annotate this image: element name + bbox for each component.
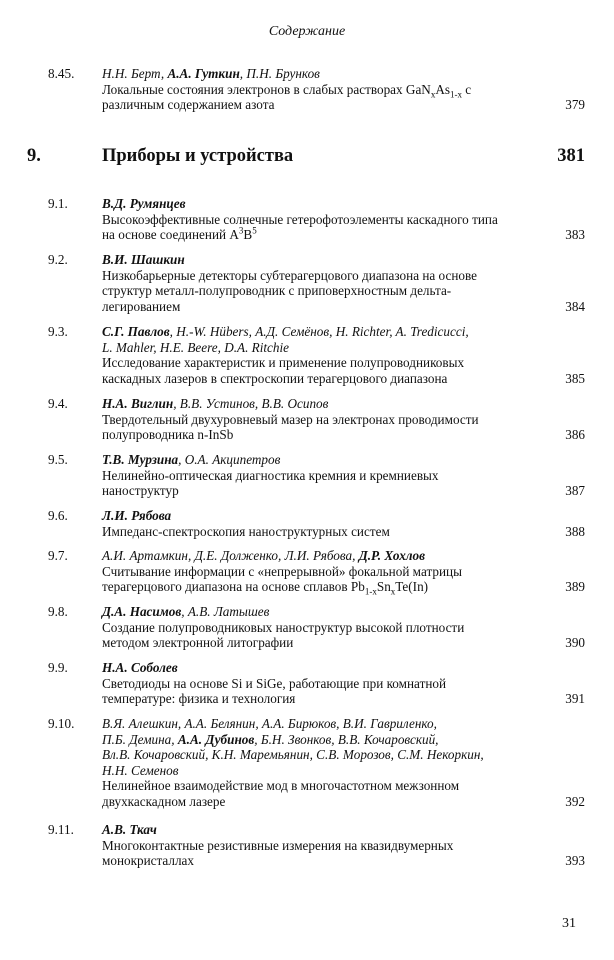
entry-authors: Л.И. Рябова xyxy=(102,508,172,523)
entry-page: 391 xyxy=(565,691,585,707)
entry-title-line: каскадных лазеров в спектроскопии терагерцового диапазона xyxy=(102,370,448,386)
entry-title-line: различным содержанием азота xyxy=(102,97,275,113)
entry-title-line: методом электронной литографии xyxy=(102,635,294,651)
entry-page: 388 xyxy=(565,523,585,539)
entry-title-line: Создание полупроводниковых наноструктур высокой плотности xyxy=(102,619,465,635)
entry-body xyxy=(102,604,540,651)
entry-title-line: наноструктур xyxy=(102,483,179,499)
entry-title-line: температуре: физика и технология xyxy=(102,691,296,707)
entry-number: 9.5. xyxy=(48,452,68,467)
entry-title-line: монокристаллах xyxy=(102,853,195,869)
entry-authors: А.И. Артамкин, Д.Е. Долженко, Л.И. Рябова, Д.Р. Хохлов xyxy=(102,548,426,563)
entry-authors: Н.А. Виглин, В.В. Устинов, В.В. Осипов xyxy=(102,396,329,411)
entry-title-line: легированием xyxy=(102,298,181,314)
entry-title-line: Нелинейное взаимодействие мод в многочастотном межзонном xyxy=(102,778,460,794)
entry-body xyxy=(102,660,540,707)
section-title: Приборы и устройства xyxy=(102,146,294,166)
entry-body xyxy=(102,396,540,443)
entry-number: 9.11. xyxy=(48,822,74,837)
entry-number: 9.4. xyxy=(48,396,68,411)
entry-title-line: полупроводника n-InSb xyxy=(102,427,234,443)
entry-number: 9.3. xyxy=(48,324,68,339)
entry-body xyxy=(102,822,540,869)
entry-title-line: двухкаскадном лазере xyxy=(102,793,226,809)
entry-authors: Н.Н. Берт, А.А. Гуткин, П.Н. Брунков xyxy=(102,66,320,81)
page-number: 31 xyxy=(562,916,576,931)
entry-body xyxy=(102,66,540,113)
entry-authors: С.Г. Павлов, H.-W. Hübers, А.Д. Семёнов, H. Richter, A. Tredicucci, L. Mahler, H.E. Beere, D.A. Ritchie xyxy=(102,324,469,355)
entry-page: 386 xyxy=(565,427,585,443)
entry-title-line: Высокоэффективные солнечные гетерофотоэлементы каскадного типа xyxy=(102,211,498,227)
entry-title-line: Низкобарьерные детекторы субтерагерцового диапазона на основе xyxy=(102,267,477,283)
entry-body xyxy=(102,196,540,243)
entry-body xyxy=(102,716,540,810)
section-number: 9. xyxy=(27,146,41,166)
entry-title-line: на основе соединений $A^3B^5$ xyxy=(102,225,257,243)
entry-title-line: Светодиоды на основе Si и SiGe, работающие при комнатной xyxy=(102,675,447,691)
entry-page: 383 xyxy=(565,227,585,243)
entry-page: 390 xyxy=(565,635,585,651)
entry-title-line: терагерцового диапазона на основе сплавов $Pb_{1-x}Sn_xTe(In)$ xyxy=(102,579,429,597)
entry-number: 9.10. xyxy=(48,716,75,731)
entry-title-line: структур металл-полупроводник с приповерхностным дельта- xyxy=(102,283,452,299)
entry-number: 9.8. xyxy=(48,604,68,619)
entry-number: 9.9. xyxy=(48,660,68,675)
entry-body xyxy=(102,508,540,539)
entry-body xyxy=(102,324,540,386)
entry-authors: В.Д. Румянцев xyxy=(102,196,186,211)
section-page: 381 xyxy=(557,146,585,166)
entry-authors: В.И. Шашкин xyxy=(102,252,185,267)
entry-title-line: Импеданс-спектроскопия наноструктурных систем xyxy=(102,523,390,539)
entry-page: 384 xyxy=(565,298,585,314)
entry-body xyxy=(102,252,540,314)
entry-body xyxy=(102,548,540,595)
entry-number: 9.6. xyxy=(48,508,68,523)
entry-title-line: Твердотельный двухуровневый мазер на электронах проводимости xyxy=(102,411,479,427)
entry-page: 379 xyxy=(565,97,585,113)
entry-page: 392 xyxy=(565,794,585,809)
entry-authors: Д.А. Насимов, А.В. Латышев xyxy=(102,604,270,619)
entry-page: 389 xyxy=(565,579,585,595)
entry-authors: Т.В. Мурзина, О.А. Акципетров xyxy=(102,452,281,467)
entry-authors: Н.А. Соболев xyxy=(102,660,178,675)
entry-title-line: Считывание информации с «непрерывной» фокальной матрицы xyxy=(102,563,462,579)
entry-number: 9.2. xyxy=(48,252,68,267)
entry-number: 9.1. xyxy=(48,196,68,211)
entry-page: 393 xyxy=(565,853,585,869)
entry-number: 8.45. xyxy=(48,66,75,81)
entry-title-line: Нелинейно-оптическая диагностика кремния и кремниевых xyxy=(102,467,439,483)
entry-body xyxy=(102,452,540,499)
entry-number: 9.7. xyxy=(48,548,68,563)
entry-authors: В.Я. Алешкин, А.А. Белянин, А.А. Бирюков, В.И. Гавриленко, П.Б. Демина, А.А. Дубинов, Б.Н. Звонков, В.В. Кочаровский, Вл.В. Кочаровский, К.Н. Маремьянин, С.В. Морозов, С.М. Некоркин, Н.Н. Семенов xyxy=(102,716,484,778)
entry-title-line: Многоконтактные резистивные измерения на квазидвумерных xyxy=(102,837,454,853)
entry-title-line: Локальные состояния электронов в слабых растворах $GaN_xAs_{1-x}$ с xyxy=(102,81,472,100)
entry-page: 387 xyxy=(565,483,585,499)
entry-title-line: Исследование характеристик и применение полупроводниковых xyxy=(102,355,465,371)
entry-page: 385 xyxy=(565,370,585,386)
running-head: Содержание xyxy=(268,24,346,39)
entry-authors: А.В. Ткач xyxy=(102,822,157,837)
